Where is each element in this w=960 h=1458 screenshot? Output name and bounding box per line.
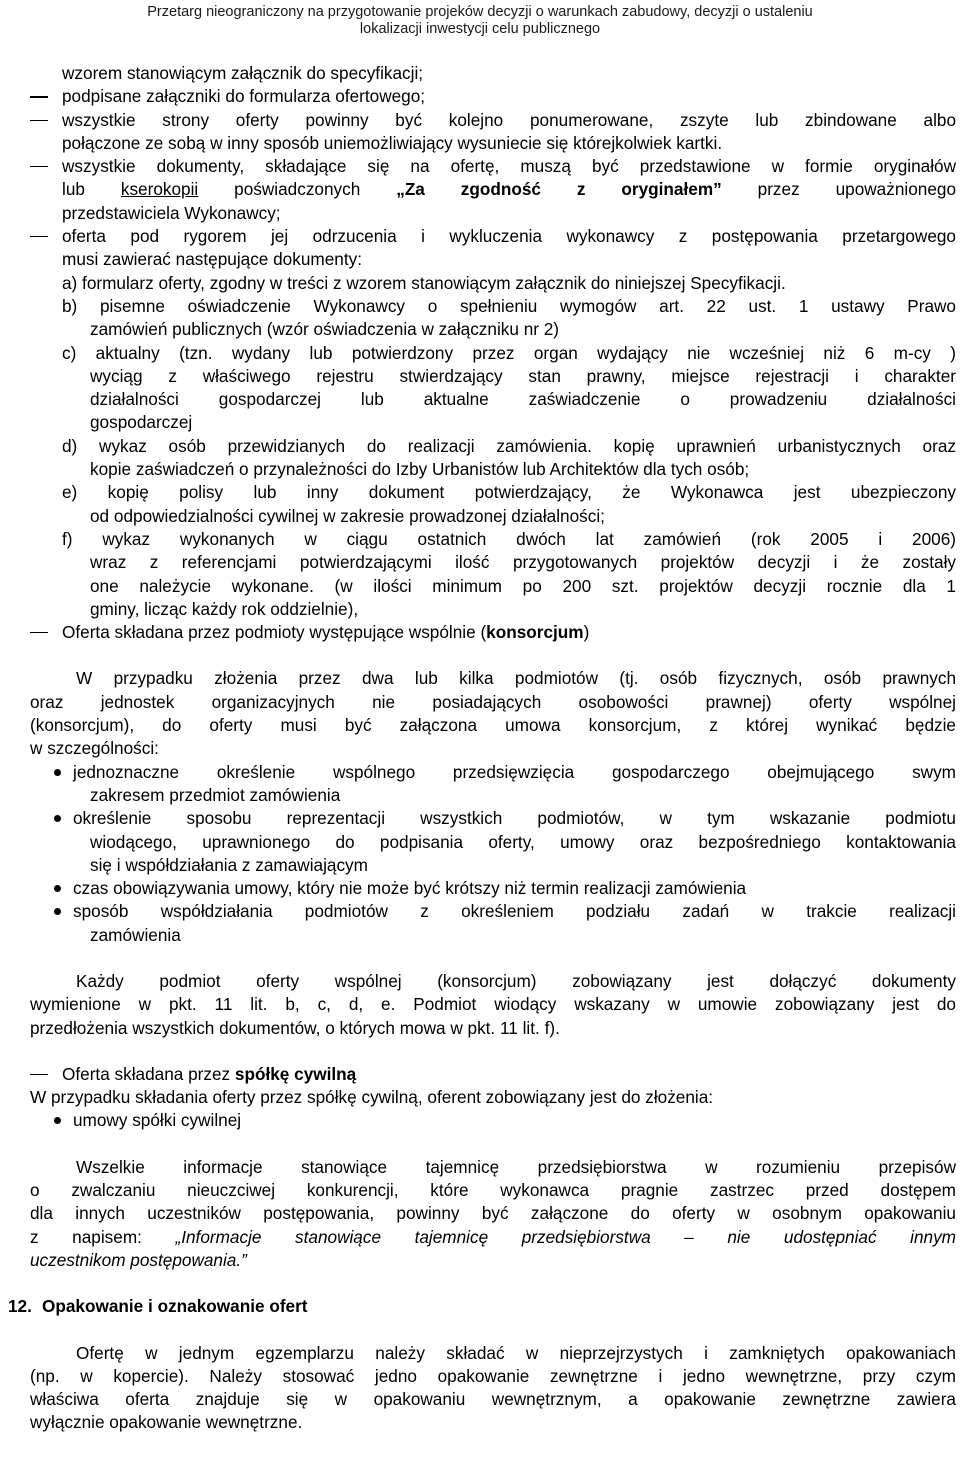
bullet-item: jednoznaczne określenie wspólnego przedsięwzięcia gospodarczego obejmującego swym zakresem przedmiot zamówienia <box>30 761 956 808</box>
paragraph-opakowanie: Ofertę w jednym egzemplarzu należy składać w nieprzejrzystych i zamkniętych opakowaniach (np. w kopercie). Należy stosować jedno opakowanie zewnętrzne i jedno wewnętrzne, przy czym właściwa oferta znajduje się w opakowaniu wewnętrznym, a opakowanie zewnętrzne zawiera wyłącznie opakowanie wewnętrzne. <box>30 1342 956 1433</box>
list-item: wszystkie strony oferty powinny być kolejno ponumerowane, zszyte lub zbindowane albo połączone ze sobą w inny sposób uniemożliwiający wysuniecie się którejkolwiek kartki. <box>30 109 956 156</box>
list-item-spolka: Oferta składana przez spółkę cywilną <box>30 1063 956 1086</box>
list-continuation: wzorem stanowiącym załącznik do specyfikacji; <box>62 63 424 83</box>
bullet-item: sposób współdziałania podmiotów z określeniem podziału zadań w trakcie realizacji zamówienia <box>30 900 956 947</box>
list-item: podpisane załączniki do formularza ofertowego; <box>30 85 956 108</box>
bullet-item: czas obowiązywania umowy, który nie może być krótszy niż termin realizacji zamówienia <box>30 877 956 900</box>
bullet-item: umowy spółki cywilnej <box>30 1109 956 1132</box>
bullet-item: określenie sposobu reprezentacji wszystkich podmiotów, w tym wskazanie podmiotu wiodącego, uprawnionego do podpisania oferty, umowy oraz bezpośredniego kontaktowania się i współdziałania z zamawiającym <box>30 807 956 877</box>
list-item-konsorcjum: Oferta składana przez podmioty występujące wspólnie (konsorcjum) <box>30 621 956 644</box>
list-item: wszystkie dokumenty, składające się na ofertę, muszą być przedstawione w formie oryginałów lub kserokopii poświadczonych „Za zgodność z oryginałem” przez upoważnionego przedstawiciela Wykonawcy; <box>30 155 956 225</box>
running-header <box>0 0 960 40</box>
doc-f: f) wykaz wykonanych w ciągu ostatnich dwóch lat zamówień (rok 2005 i 2006) <box>62 528 956 549</box>
doc-b: b) pisemne oświadczenie Wykonawcy o spełnieniu wymogów art. 22 ust. 1 ustawy Prawo <box>62 295 956 316</box>
header-line-2: lokalizacji inwestycji celu publicznego <box>359 21 601 37</box>
paragraph-spolka: W przypadku składania oferty przez spółkę cywilną, oferent zobowiązany jest do złożenia: <box>30 1087 714 1108</box>
paragraph-konsorcjum: W przypadku złożenia przez dwa lub kilka podmiotów (tj. osób fizycznych, osób prawnych oraz jednostek organizacyjnych nie posiadających osobowości prawnej) oferty wspólnej (konsorcjum), do oferty musi być załączona umowa konsorcjum, z której wynikać będzie w szczególności: <box>30 668 956 759</box>
doc-c: c) aktualny (tzn. wydany lub potwierdzony przez organ wydający nie wcześniej niż 6 m-cy ) <box>62 342 956 363</box>
page-body <box>8 62 956 1435</box>
document-list: a) formularz oferty, zgodny w treści z wzorem stanowiącym załącznik do niniejszej Specyfikacji. b) pisemne oświadczenie Wykonawcy o spełnieniu wymogów art. 22 ust. 1 ustawy Prawo zamówień publicznych (wzór oświadczenia w załączniku nr 2) c) aktualny (tzn. wydany lub potwierdzony przez organ wydający nie wcześniej niż 6 m-cy ) wyciąg z właściwego rejestru stwierdzający stan prawny, miejsce rejestracji i charakter działalności gospodarczej lub aktualne zaświadczenie o prowadzeniu działalności gospodarczej d) wykaz osób przewidzianych do realizacji zamówienia. kopię uprawnień urbanistycznych oraz kopie zaświadczeń o przynależności do Izby Urbanistów lub Architektów dla tych osób; e) kopię polisy lub inny dokument potwierdzający, że Wykonawca jest ubezpieczony od odpowiedzialności cywilnej w zakresie prowadzonej działalności; f) wykaz wykonanych w ciągu ostatnich dwóch lat zamówień (rok 2005 i 2006) wraz z referencjami potwierdzającymi ilość przygotowanych projektów decyzji i że zostały one należycie wykonane. (w ilości minimum po 200 szt. projektów decyzji rocznie dla 1 gminy, licząc każdy rok oddzielnie), <box>62 272 956 619</box>
paragraph-kazdy-podmiot: Każdy podmiot oferty wspólnej (konsorcjum) zobowiązany jest dołączyć dokumenty wymienione w pkt. 11 lit. b, c, d, e. Podmiot wiodący wskazany w umowie zobowiązany jest do przedłożenia wszystkich dokumentów, o których mowa w pkt. 11 lit. f). <box>30 970 956 1038</box>
doc-e: e) kopię polisy lub inny dokument potwierdzający, że Wykonawca jest ubezpieczony <box>62 482 956 503</box>
section-heading-12: 12. Opakowanie i oznakowanie ofert <box>8 1296 308 1317</box>
paragraph-tajemnica: Wszelkie informacje stanowiące tajemnicę przedsiębiorstwa w rozumieniu przepisów o zwalczaniu nieuczciwej konkurencji, które wykonawca pragnie zastrzec przed dostępem dla innych uczestników postępowania, powinny być załączone do oferty w osobnym opakowaniu z napisem: „Informacje stanowiące tajemnicę przedsiębiorstwa – nie udostępniać innym uczestnikom postępowania.” <box>30 1156 956 1270</box>
doc-a: a) formularz oferty, zgodny w treści z wzorem stanowiącym załącznik do niniejszej Specyfikacji. <box>62 272 786 293</box>
header-line-1: Przetarg nieograniczony na przygotowanie projeków decyzji o warunkach zabudowy, decyzji o ustaleniu <box>147 4 813 20</box>
doc-d: d) wykaz osób przewidzianych do realizacji zamówienia. kopię uprawnień urbanistycznych oraz <box>62 435 956 456</box>
list-item: oferta pod rygorem jej odrzucenia i wykluczenia wykonawcy z postępowania przetargowego musi zawierać następujące dokumenty: <box>30 225 956 272</box>
